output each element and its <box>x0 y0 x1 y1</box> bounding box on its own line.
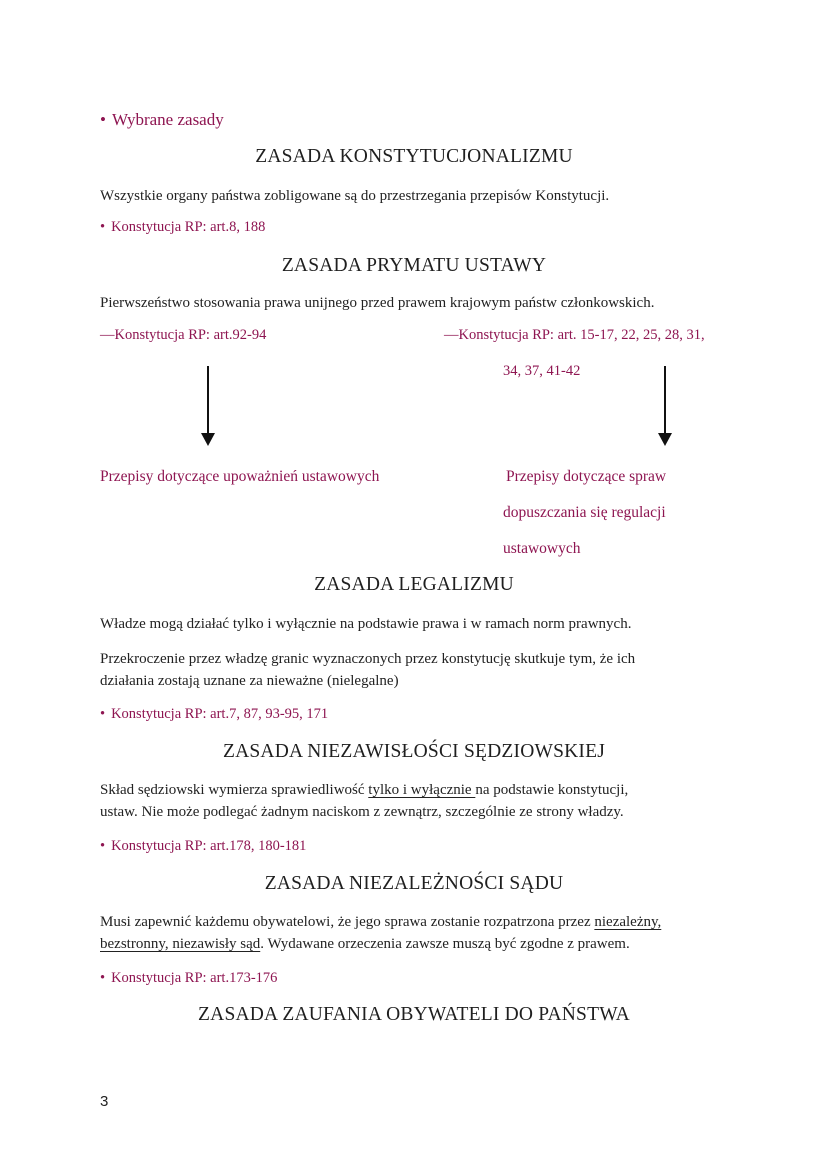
niezaleznosc-line2 <box>100 933 630 955</box>
prymat-right-result-line1: Przepisy dotyczące spraw <box>506 468 667 485</box>
heading-konstytucjonalizm: ZASADA KONSTYTUCJONALIZMU <box>255 146 573 167</box>
prymat-left-result: Przepisy dotyczące upoważnień ustawowych <box>100 468 380 485</box>
niezawislosc-line2: ustaw. Nie może podlegać żadnym naciskom z zewnątrz, szczególnie ze strony władzy. <box>100 804 624 820</box>
niezaleznosc-line1 <box>100 911 661 933</box>
prymat-text: Pierwszeństwo stosowania prawa unijnego przed prawem krajowym państw członkowskich. <box>100 295 655 311</box>
niezaleznosc-line2-b: . Wydawane orzeczenia zawsze muszą być zgodne z prawem. <box>260 936 630 952</box>
page-number: 3 <box>100 1093 109 1110</box>
prymat-left-ref: —Konstytucja RP: art.92-94 <box>100 327 267 343</box>
prymat-right-result-line3: ustawowych <box>503 540 581 557</box>
intro-label-text: Wybrane zasady <box>111 110 224 129</box>
niezawislosc-line1-underlined: tylko i wyłącznie <box>368 782 476 798</box>
niezawislosc-line1 <box>100 779 628 801</box>
heading-zaufanie: ZASADA ZAUFANIA OBYWATELI DO PAŃSTWA <box>198 1004 630 1025</box>
konstytucjonalizm-text: Wszystkie organy państwa zobligowane są do przestrzegania przepisów Konstytucji. <box>100 188 610 204</box>
niezawislosc-line1-a: Skład sędziowski wymierza sprawiedliwość <box>100 782 369 798</box>
niezaleznosc-ref <box>100 970 277 987</box>
prymat-right-result-line2: dopuszczania się regulacji <box>503 504 666 521</box>
legalizm-text2-line2: działania zostają uznane za nieważne (nielegalne) <box>100 673 399 689</box>
konstytucjonalizm-ref-text: Konstytucja RP: art.8, 188 <box>111 219 266 235</box>
down-arrow-right <box>664 366 666 434</box>
legalizm-ref <box>100 706 328 723</box>
heading-legalizm: ZASADA LEGALIZMU <box>314 574 514 595</box>
legalizm-ref-text: Konstytucja RP: art.7, 87, 93-95, 171 <box>111 706 329 722</box>
konstytucjonalizm-ref <box>100 219 265 236</box>
niezaleznosc-line1-a: Musi zapewnić każdemu obywatelowi, że jego sprawa zostanie rozpatrzona przez <box>100 914 595 930</box>
prymat-right-ref-line1: —Konstytucja RP: art. 15-17, 22, 25, 28, 31, <box>444 327 705 343</box>
niezawislosc-ref <box>100 838 306 855</box>
niezaleznosc-line2-underlined: bezstronny, niezawisły sąd <box>100 936 261 952</box>
niezaleznosc-line1-underlined: niezależny, <box>594 914 662 930</box>
legalizm-text2-line1: Przekroczenie przez władzę granic wyznaczonych przez konstytucję skutkuje tym, że ich <box>100 651 636 667</box>
heading-prymat: ZASADA PRYMATU USTAWY <box>281 255 547 276</box>
niezaleznosc-ref-text: Konstytucja RP: art.173-176 <box>111 970 278 986</box>
down-arrow-left <box>207 366 209 434</box>
heading-niezaleznosc: ZASADA NIEZALEŻNOŚCI SĄDU <box>264 873 564 894</box>
prymat-right-ref-line2: 34, 37, 41-42 <box>503 363 581 379</box>
intro-label <box>100 110 224 130</box>
heading-niezawislosc: ZASADA NIEZAWISŁOŚCI SĘDZIOWSKIEJ <box>222 741 605 762</box>
legalizm-text1: Władze mogą działać tylko i wyłącznie na podstawie prawa i w ramach norm prawnych. <box>100 616 632 632</box>
niezawislosc-line1-b: na podstawie konstytucji, <box>475 782 629 798</box>
niezawislosc-ref-text: Konstytucja RP: art.178, 180-181 <box>111 838 307 854</box>
